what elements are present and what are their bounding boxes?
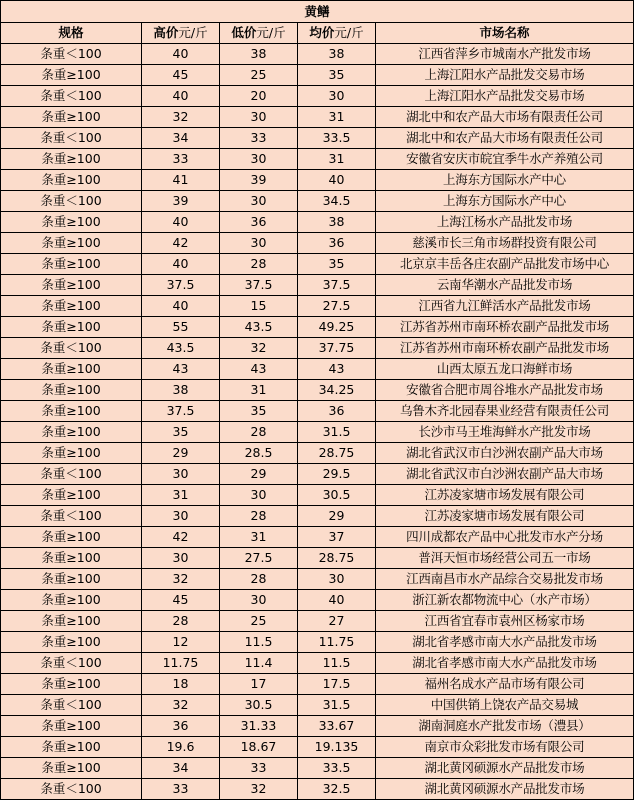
cell-low: 30.5 <box>220 695 298 716</box>
cell-low: 33 <box>220 758 298 779</box>
cell-high: 28 <box>142 611 220 632</box>
cell-low: 28 <box>220 506 298 527</box>
table-row <box>1 107 634 128</box>
cell-high: 32 <box>142 695 220 716</box>
cell-spec: 条重＜100 <box>1 506 142 527</box>
cell-high: 42 <box>142 233 220 254</box>
cell-low: 39 <box>220 170 298 191</box>
cell-spec: 条重＜100 <box>1 464 142 485</box>
table-body <box>1 44 634 800</box>
cell-market: 慈溪市长三角市场群投资有限公司 <box>376 233 634 254</box>
table-row <box>1 527 634 548</box>
cell-market: 湖北中和农产品大市场有限责任公司 <box>376 107 634 128</box>
cell-low: 29 <box>220 464 298 485</box>
cell-avg: 40 <box>298 170 376 191</box>
cell-spec: 条重≥100 <box>1 149 142 170</box>
table-row <box>1 233 634 254</box>
cell-low: 31 <box>220 527 298 548</box>
cell-avg: 30 <box>298 569 376 590</box>
cell-high: 40 <box>142 44 220 65</box>
cell-low: 30 <box>220 590 298 611</box>
cell-high: 11.75 <box>142 653 220 674</box>
cell-spec: 条重＜100 <box>1 695 142 716</box>
cell-high: 45 <box>142 65 220 86</box>
cell-market: 山西太原五龙口海鲜市场 <box>376 359 634 380</box>
cell-market: 上海江阳水产品批发交易市场 <box>376 86 634 107</box>
cell-market: 湖北省武汉市白沙洲农副产品大市场 <box>376 464 634 485</box>
table-row <box>1 128 634 149</box>
cell-market: 南京市众彩批发市场有限公司 <box>376 737 634 758</box>
header-market: 市场名称 <box>376 23 634 44</box>
cell-avg: 31 <box>298 107 376 128</box>
cell-high: 43 <box>142 359 220 380</box>
cell-spec: 条重≥100 <box>1 611 142 632</box>
cell-avg: 38 <box>298 44 376 65</box>
header-spec: 规格 <box>1 23 142 44</box>
cell-avg: 29 <box>298 506 376 527</box>
cell-market: 安徽省安庆市皖宜季牛水产养殖公司 <box>376 149 634 170</box>
cell-market: 湖南洞庭水产批发市场（澧县） <box>376 716 634 737</box>
cell-avg: 34.5 <box>298 191 376 212</box>
cell-low: 28 <box>220 569 298 590</box>
cell-high: 33 <box>142 779 220 800</box>
cell-low: 30 <box>220 149 298 170</box>
table-row <box>1 65 634 86</box>
cell-avg: 36 <box>298 233 376 254</box>
cell-avg: 37.5 <box>298 275 376 296</box>
cell-market: 湖北省孝感市南大水产品批发市场 <box>376 632 634 653</box>
cell-avg: 49.25 <box>298 317 376 338</box>
cell-high: 40 <box>142 254 220 275</box>
table-row <box>1 422 634 443</box>
cell-high: 40 <box>142 86 220 107</box>
cell-spec: 条重＜100 <box>1 338 142 359</box>
cell-avg: 37 <box>298 527 376 548</box>
cell-high: 40 <box>142 212 220 233</box>
cell-high: 55 <box>142 317 220 338</box>
cell-market: 湖北省武汉市白沙洲农副产品大市场 <box>376 443 634 464</box>
table-row <box>1 191 634 212</box>
cell-market: 乌鲁木齐北园春果业经营有限责任公司 <box>376 401 634 422</box>
cell-low: 36 <box>220 212 298 233</box>
cell-market: 湖北中和农产品大市场有限责任公司 <box>376 128 634 149</box>
cell-high: 31 <box>142 485 220 506</box>
cell-avg: 32.5 <box>298 779 376 800</box>
cell-low: 38 <box>220 44 298 65</box>
cell-low: 25 <box>220 65 298 86</box>
table-row <box>1 506 634 527</box>
cell-high: 32 <box>142 107 220 128</box>
cell-low: 43.5 <box>220 317 298 338</box>
cell-avg: 11.5 <box>298 653 376 674</box>
table-row <box>1 632 634 653</box>
table-row <box>1 758 634 779</box>
cell-market: 安徽省合肥市周谷堆水产品批发市场 <box>376 380 634 401</box>
table-row <box>1 359 634 380</box>
cell-market: 上海东方国际水产中心 <box>376 170 634 191</box>
cell-high: 39 <box>142 191 220 212</box>
cell-low: 20 <box>220 86 298 107</box>
table-row <box>1 401 634 422</box>
cell-high: 40 <box>142 296 220 317</box>
cell-spec: 条重≥100 <box>1 254 142 275</box>
cell-avg: 33.5 <box>298 128 376 149</box>
cell-market: 上海江杨水产品批发市场 <box>376 212 634 233</box>
cell-high: 37.5 <box>142 401 220 422</box>
cell-high: 41 <box>142 170 220 191</box>
cell-spec: 条重≥100 <box>1 380 142 401</box>
cell-low: 25 <box>220 611 298 632</box>
table-row <box>1 296 634 317</box>
cell-avg: 11.75 <box>298 632 376 653</box>
cell-high: 43.5 <box>142 338 220 359</box>
cell-avg: 29.5 <box>298 464 376 485</box>
cell-high: 37.5 <box>142 275 220 296</box>
cell-market: 福州名成水产品市场有限公司 <box>376 674 634 695</box>
cell-avg: 27 <box>298 611 376 632</box>
cell-high: 34 <box>142 128 220 149</box>
cell-avg: 28.75 <box>298 548 376 569</box>
table-row <box>1 275 634 296</box>
cell-spec: 条重＜100 <box>1 779 142 800</box>
cell-low: 30 <box>220 191 298 212</box>
table-row <box>1 653 634 674</box>
cell-high: 30 <box>142 464 220 485</box>
cell-market: 四川成都农产品中心批发市水产分场 <box>376 527 634 548</box>
table-title: 黄鳝 <box>1 1 634 23</box>
cell-market: 江西省宜春市袁州区杨家市场 <box>376 611 634 632</box>
cell-avg: 34.25 <box>298 380 376 401</box>
cell-spec: 条重≥100 <box>1 296 142 317</box>
cell-avg: 37.75 <box>298 338 376 359</box>
cell-market: 云南华潮水产品批发市场 <box>376 275 634 296</box>
table-row <box>1 590 634 611</box>
cell-low: 28.5 <box>220 443 298 464</box>
cell-high: 19.6 <box>142 737 220 758</box>
cell-high: 36 <box>142 716 220 737</box>
cell-market: 中国供销上饶农产品交易城 <box>376 695 634 716</box>
table-row <box>1 443 634 464</box>
cell-avg: 35 <box>298 65 376 86</box>
cell-spec: 条重＜100 <box>1 191 142 212</box>
table-row <box>1 485 634 506</box>
cell-low: 30 <box>220 485 298 506</box>
cell-high: 30 <box>142 506 220 527</box>
cell-low: 15 <box>220 296 298 317</box>
cell-spec: 条重≥100 <box>1 527 142 548</box>
cell-spec: 条重≥100 <box>1 443 142 464</box>
cell-low: 27.5 <box>220 548 298 569</box>
table-row <box>1 338 634 359</box>
cell-high: 33 <box>142 149 220 170</box>
cell-spec: 条重＜100 <box>1 653 142 674</box>
cell-market: 上海东方国际水产中心 <box>376 191 634 212</box>
cell-avg: 30 <box>298 86 376 107</box>
cell-market: 江苏凌家塘市场发展有限公司 <box>376 485 634 506</box>
table-row <box>1 317 634 338</box>
cell-avg: 40 <box>298 590 376 611</box>
cell-low: 33 <box>220 128 298 149</box>
cell-market: 江苏凌家塘市场发展有限公司 <box>376 506 634 527</box>
table-row <box>1 170 634 191</box>
cell-high: 38 <box>142 380 220 401</box>
cell-spec: 条重≥100 <box>1 170 142 191</box>
table-row <box>1 149 634 170</box>
unit-label: 元/斤 <box>256 25 286 40</box>
cell-low: 28 <box>220 422 298 443</box>
cell-high: 45 <box>142 590 220 611</box>
cell-high: 29 <box>142 443 220 464</box>
cell-spec: 条重≥100 <box>1 548 142 569</box>
cell-low: 30 <box>220 233 298 254</box>
cell-low: 17 <box>220 674 298 695</box>
title-row <box>1 1 634 23</box>
cell-spec: 条重≥100 <box>1 569 142 590</box>
cell-avg: 17.5 <box>298 674 376 695</box>
cell-market: 江苏省苏州市南环桥农副产品批发市场 <box>376 317 634 338</box>
unit-label: 元/斤 <box>334 25 364 40</box>
cell-spec: 条重≥100 <box>1 275 142 296</box>
cell-low: 31 <box>220 380 298 401</box>
cell-market: 江苏省苏州市南环桥农副产品批发市场 <box>376 338 634 359</box>
cell-avg: 38 <box>298 212 376 233</box>
table-row <box>1 611 634 632</box>
unit-label: 元/斤 <box>178 25 208 40</box>
cell-avg: 31.5 <box>298 695 376 716</box>
cell-spec: 条重≥100 <box>1 65 142 86</box>
cell-spec: 条重≥100 <box>1 422 142 443</box>
table-row <box>1 569 634 590</box>
cell-spec: 条重≥100 <box>1 107 142 128</box>
cell-low: 31.33 <box>220 716 298 737</box>
cell-avg: 27.5 <box>298 296 376 317</box>
header-low: 低价元/斤 <box>220 23 298 44</box>
cell-high: 42 <box>142 527 220 548</box>
cell-avg: 33.5 <box>298 758 376 779</box>
table-row <box>1 737 634 758</box>
cell-avg: 30.5 <box>298 485 376 506</box>
cell-market: 江西南昌市水产品综合交易批发市场 <box>376 569 634 590</box>
cell-low: 37.5 <box>220 275 298 296</box>
cell-high: 12 <box>142 632 220 653</box>
cell-spec: 条重≥100 <box>1 716 142 737</box>
cell-low: 30 <box>220 107 298 128</box>
cell-market: 普洱天恒市场经营公司五一市场 <box>376 548 634 569</box>
cell-market: 浙江新农都物流中心（水产市场） <box>376 590 634 611</box>
cell-market: 江西省九江鲜活水产品批发市场 <box>376 296 634 317</box>
cell-market: 湖北黄冈硕源水产品批发市场 <box>376 779 634 800</box>
table-row <box>1 380 634 401</box>
header-row <box>1 23 634 44</box>
cell-spec: 条重＜100 <box>1 128 142 149</box>
table-row <box>1 695 634 716</box>
cell-market: 湖北黄冈硕源水产品批发市场 <box>376 758 634 779</box>
cell-low: 32 <box>220 338 298 359</box>
header-avg: 均价元/斤 <box>298 23 376 44</box>
cell-market: 北京京丰岳各庄农副产品批发市场中心 <box>376 254 634 275</box>
cell-high: 30 <box>142 548 220 569</box>
table-row <box>1 464 634 485</box>
cell-low: 11.5 <box>220 632 298 653</box>
cell-avg: 35 <box>298 254 376 275</box>
cell-high: 34 <box>142 758 220 779</box>
cell-market: 上海江阳水产品批发交易市场 <box>376 65 634 86</box>
cell-avg: 36 <box>298 401 376 422</box>
table-row <box>1 779 634 800</box>
cell-spec: 条重＜100 <box>1 86 142 107</box>
cell-avg: 28.75 <box>298 443 376 464</box>
cell-spec: 条重≥100 <box>1 317 142 338</box>
cell-high: 35 <box>142 422 220 443</box>
cell-spec: 条重≥100 <box>1 758 142 779</box>
cell-spec: 条重＜100 <box>1 44 142 65</box>
cell-spec: 条重≥100 <box>1 737 142 758</box>
cell-spec: 条重≥100 <box>1 674 142 695</box>
table-row <box>1 212 634 233</box>
cell-avg: 43 <box>298 359 376 380</box>
cell-avg: 31 <box>298 149 376 170</box>
cell-low: 28 <box>220 254 298 275</box>
table-row <box>1 548 634 569</box>
cell-spec: 条重≥100 <box>1 590 142 611</box>
cell-low: 43 <box>220 359 298 380</box>
cell-spec: 条重≥100 <box>1 401 142 422</box>
cell-low: 32 <box>220 779 298 800</box>
cell-high: 18 <box>142 674 220 695</box>
cell-spec: 条重≥100 <box>1 632 142 653</box>
cell-low: 11.4 <box>220 653 298 674</box>
table-row <box>1 44 634 65</box>
cell-high: 32 <box>142 569 220 590</box>
cell-low: 18.67 <box>220 737 298 758</box>
cell-spec: 条重≥100 <box>1 485 142 506</box>
table-row <box>1 716 634 737</box>
header-high: 高价元/斤 <box>142 23 220 44</box>
cell-low: 35 <box>220 401 298 422</box>
cell-spec: 条重≥100 <box>1 212 142 233</box>
cell-avg: 31.5 <box>298 422 376 443</box>
cell-spec: 条重≥100 <box>1 233 142 254</box>
cell-spec: 条重≥100 <box>1 359 142 380</box>
table-row <box>1 86 634 107</box>
cell-market: 长沙市马王堆海鲜水产批发市场 <box>376 422 634 443</box>
cell-avg: 33.67 <box>298 716 376 737</box>
cell-market: 湖北省孝感市南大水产品批发市场 <box>376 653 634 674</box>
table-row <box>1 254 634 275</box>
cell-market: 江西省萍乡市城南水产批发市场 <box>376 44 634 65</box>
cell-avg: 19.135 <box>298 737 376 758</box>
table-row <box>1 674 634 695</box>
